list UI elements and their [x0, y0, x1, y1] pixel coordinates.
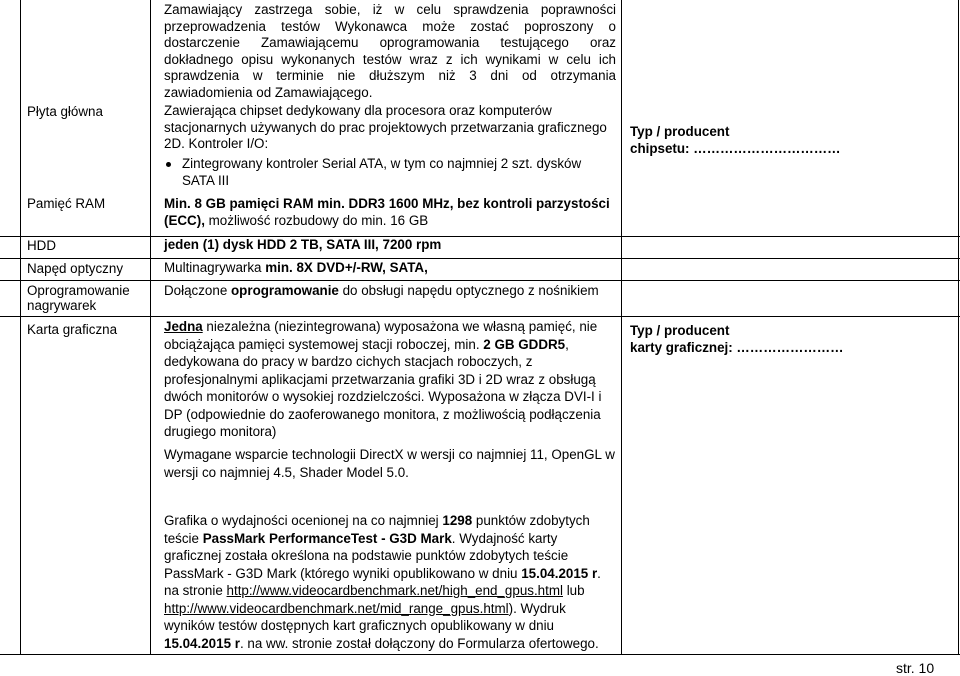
row-label-optical-drive: Napęd optyczny	[27, 261, 124, 276]
hdd-spec-bold: jeden (1) dysk HDD 2 TB, SATA III, 7200 rpm	[164, 237, 442, 252]
spec-bold: 2 GB GDDR5	[483, 336, 566, 352]
spec-bold: oprogramowanie	[231, 283, 339, 298]
graphics-producent-field	[630, 323, 955, 356]
perf-text: . na stronie	[164, 565, 601, 598]
optical-drive-spec	[164, 260, 616, 277]
benchmark-link-mid-range[interactable]: http://www.videocardbenchmark.net/mid_range_gpus.html	[164, 600, 509, 616]
spec-text: , dedykowana do pracy w bardzo cichych stacjach roboczych, z profesjonalnymi aplikacjami przetwarzania grafiki 3D i 2D wraz z obsługą dwóch monitorów o wysokiej rozdzielczości. Wyposażona w złącza DVI-I i DP (odpowiednie do zaoferowanego monitora, z możliwością podłączenia drugiego monitora)	[164, 336, 602, 439]
perf-text: . Wydajność karty graficznej została określona na podstawie punktów zdobytych teście PassMark - G3D Mark (którego wyniki opublikowano w dniu	[164, 530, 569, 581]
publication-date: 15.04.2015 r	[521, 565, 598, 581]
spec-text: niezależna (niezintegrowana) wyposażona we własną pamięć, nie obciążająca pamięci systemowej stacji roboczej, min.	[164, 319, 598, 352]
row-label-burning-software: Oprogramowanie nagrywarek	[27, 283, 130, 313]
page-number: str. 10	[896, 660, 935, 676]
burning-software-spec	[164, 283, 616, 300]
row-label-motherboard: Płyta główna	[27, 104, 103, 119]
optical-spec-normal: Multinagrywarka	[164, 260, 266, 275]
passmark-score: 1298	[442, 513, 473, 528]
row-divider	[0, 280, 960, 281]
perf-text: punktów zdobytych teście	[164, 513, 590, 546]
benchmark-link-high-end[interactable]: http://www.videocardbenchmark.net/high_end_gpus.html	[226, 583, 563, 598]
table-border-col2	[621, 0, 622, 654]
graphics-card-directx: Wymagane wsparcie technologii DirectX w wersji co najmniej 11, OpenGL w wersji co najmniej 4.5, Shader Model 5.0.	[164, 447, 615, 480]
spec-text: do obsługi napędu optycznego z nośnikiem	[338, 283, 599, 298]
row-divider	[0, 258, 960, 259]
row-divider	[0, 316, 960, 317]
spec-bold: Jedna	[164, 319, 203, 334]
graphics-card-spec	[164, 318, 616, 441]
ram-spec-bold: Min. 8 GB pamięci RAM min. DDR3 1600 MHz, bez kontroli parzystości (ECC),	[164, 196, 610, 228]
field-label: Typ / producent	[630, 124, 730, 139]
motherboard-description: Zawierająca chipset dedykowany dla procesora oraz komputerów stacjonarnych używanych do prac projektowych przetwarzania graficznego 2D. Kontroler I/O:	[164, 103, 607, 151]
chipset-producent-field	[630, 124, 955, 157]
hdd-spec	[164, 237, 616, 254]
ram-spec	[164, 196, 616, 229]
row-label-graphics-card: Karta graficzna	[27, 322, 118, 337]
table-border-bottom	[0, 654, 960, 655]
testing-clause-text: Zamawiający zastrzega sobie, iż w celu sprawdzenia poprawności przeprowadzenia testów Wykonawca może zostać poproszony o dostarczenie Zamawiającemu oprogramowania testującego oraz dokładnego opisu wykonanych testów wraz z ich wynikami w celu ich sprawdzenia w terminie nie dłuższym niż 3 dni od otrzymania zawiadomienia od Zamawiającego.	[164, 2, 616, 100]
table-border-left	[20, 0, 21, 654]
bullet-item	[164, 156, 616, 189]
ram-spec-rest: możliwość rozbudowy do min. 16 GB	[204, 212, 429, 228]
perf-text: lub	[562, 583, 585, 598]
field-label: Typ / producent	[630, 323, 730, 338]
perf-text: ). Wydruk wyników testów dostępnych kart graficznych opublikowany w dniu	[164, 600, 566, 633]
row-label-hdd: HDD	[27, 238, 57, 253]
performance-requirement	[164, 512, 616, 652]
field-fill-line: karty graficznej: ……………………	[630, 339, 844, 355]
perf-text: . na ww. stronie został dołączony do Formularza ofertowego.	[239, 635, 599, 651]
perf-text: Grafika o wydajności ocenionej na co najmniej	[164, 513, 443, 528]
field-fill-line: chipsetu: ……………………………	[630, 140, 841, 156]
test-name: PassMark PerformanceTest - G3D Mark	[202, 530, 452, 546]
optical-spec-bold: min. 8X DVD+/-RW, SATA,	[265, 260, 428, 275]
table-border-right	[958, 0, 959, 654]
bullet-text: Zintegrowany kontroler Serial ATA, w tym co najmniej 2 szt. dysków SATA III	[182, 156, 582, 188]
publication-date: 15.04.2015 r	[164, 635, 240, 651]
row-label-ram: Pamięć RAM	[27, 196, 106, 211]
spec-text: Dołączone	[164, 283, 231, 298]
table-border-col1	[150, 0, 151, 654]
